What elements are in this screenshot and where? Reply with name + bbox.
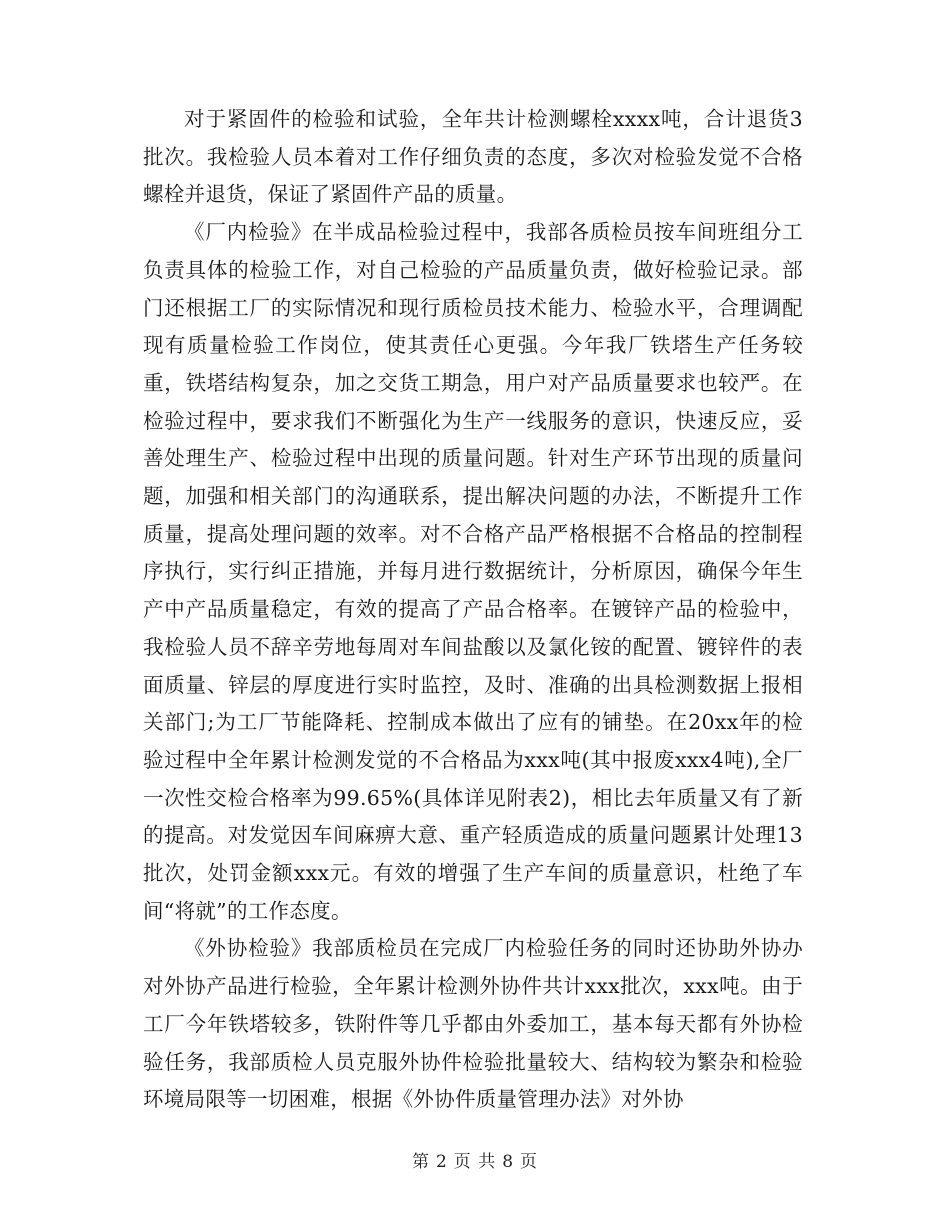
- document-body: [143, 101, 803, 1119]
- paragraph-in-plant-inspection: 《厂内检验》在半成品检验过程中，我部各质检员按车间班组分工负责具体的检验工作，对自己检验的产品质量负责，做好检验记录。部门还根据工厂的实际情况和现行质检员技术能力、检验水平，合理调配现有质量检验工作岗位，使其责任心更强。今年我厂铁塔生产任务较重，铁塔结构复杂，加之交货工期急，用户对产品质量要求也较严。在检验过程中，要求我们不断强化为生产一线服务的意识，快速反应，妥善处理生产、检验过程中出现的质量问题。针对生产环节出现的质量问题，加强和相关部门的沟通联系，提出解决问题的办法，不断提升工作质量，提高处理问题的效率。对不合格产品严格根据不合格品的控制程序执行，实行纠正措施，并每月进行数据统计，分析原因，确保今年生产中产品质量稳定，有效的提高了产品合格率。在镀锌产品的检验中，我检验人员不辞辛劳地每周对车间盐酸以及氯化铵的配置、镀锌件的表面质量、锌层的厚度进行实时监控，及时、准确的出具检测数据上报相关部门;为工厂节能降耗、控制成本做出了应有的铺垫。在20xx年的检验过程中全年累计检测发觉的不合格品为xxx吨(其中报废xxx4吨),全厂一次性交检合格率为99.65%(具体详见附表2)，相比去年质量又有了新的提高。对发觉因车间麻痹大意、重产轻质造成的质量问题累计处理13批次，处罚金额xxx元。有效的增强了生产车间的质量意识，杜绝了车间“将就”的工作态度。: [143, 220, 803, 923]
- footer-prefix: 第: [411, 1152, 430, 1172]
- paragraph-fasteners: 对于紧固件的检验和试验，全年共计检测螺栓xxxx吨，合计退货3批次。我检验人员本着对工作仔细负责的态度，多次对检验发觉不合格螺栓并退货，保证了紧固件产品的质量。: [143, 107, 803, 207]
- footer-suffix: 页: [520, 1152, 539, 1172]
- page-footer: [0, 1147, 950, 1172]
- footer-middle: 页 共: [453, 1152, 497, 1172]
- footer-page-number: 2: [435, 1152, 448, 1172]
- footer-total-pages: 8: [502, 1152, 515, 1172]
- paragraph-outsourced-inspection: 《外协检验》我部质检员在完成厂内检验任务的同时还协助外协办对外协产品进行检验，全年累计检测外协件共计xxx批次，xxx吨。由于工厂今年铁塔较多，铁附件等几乎都由外委加工，基本每天都有外协检验任务，我部质检人员克服外协件检验批量较大、结构较为繁杂和检验环境局限等一切困难，根据《外协件质量管理办法》对外协: [143, 936, 803, 1112]
